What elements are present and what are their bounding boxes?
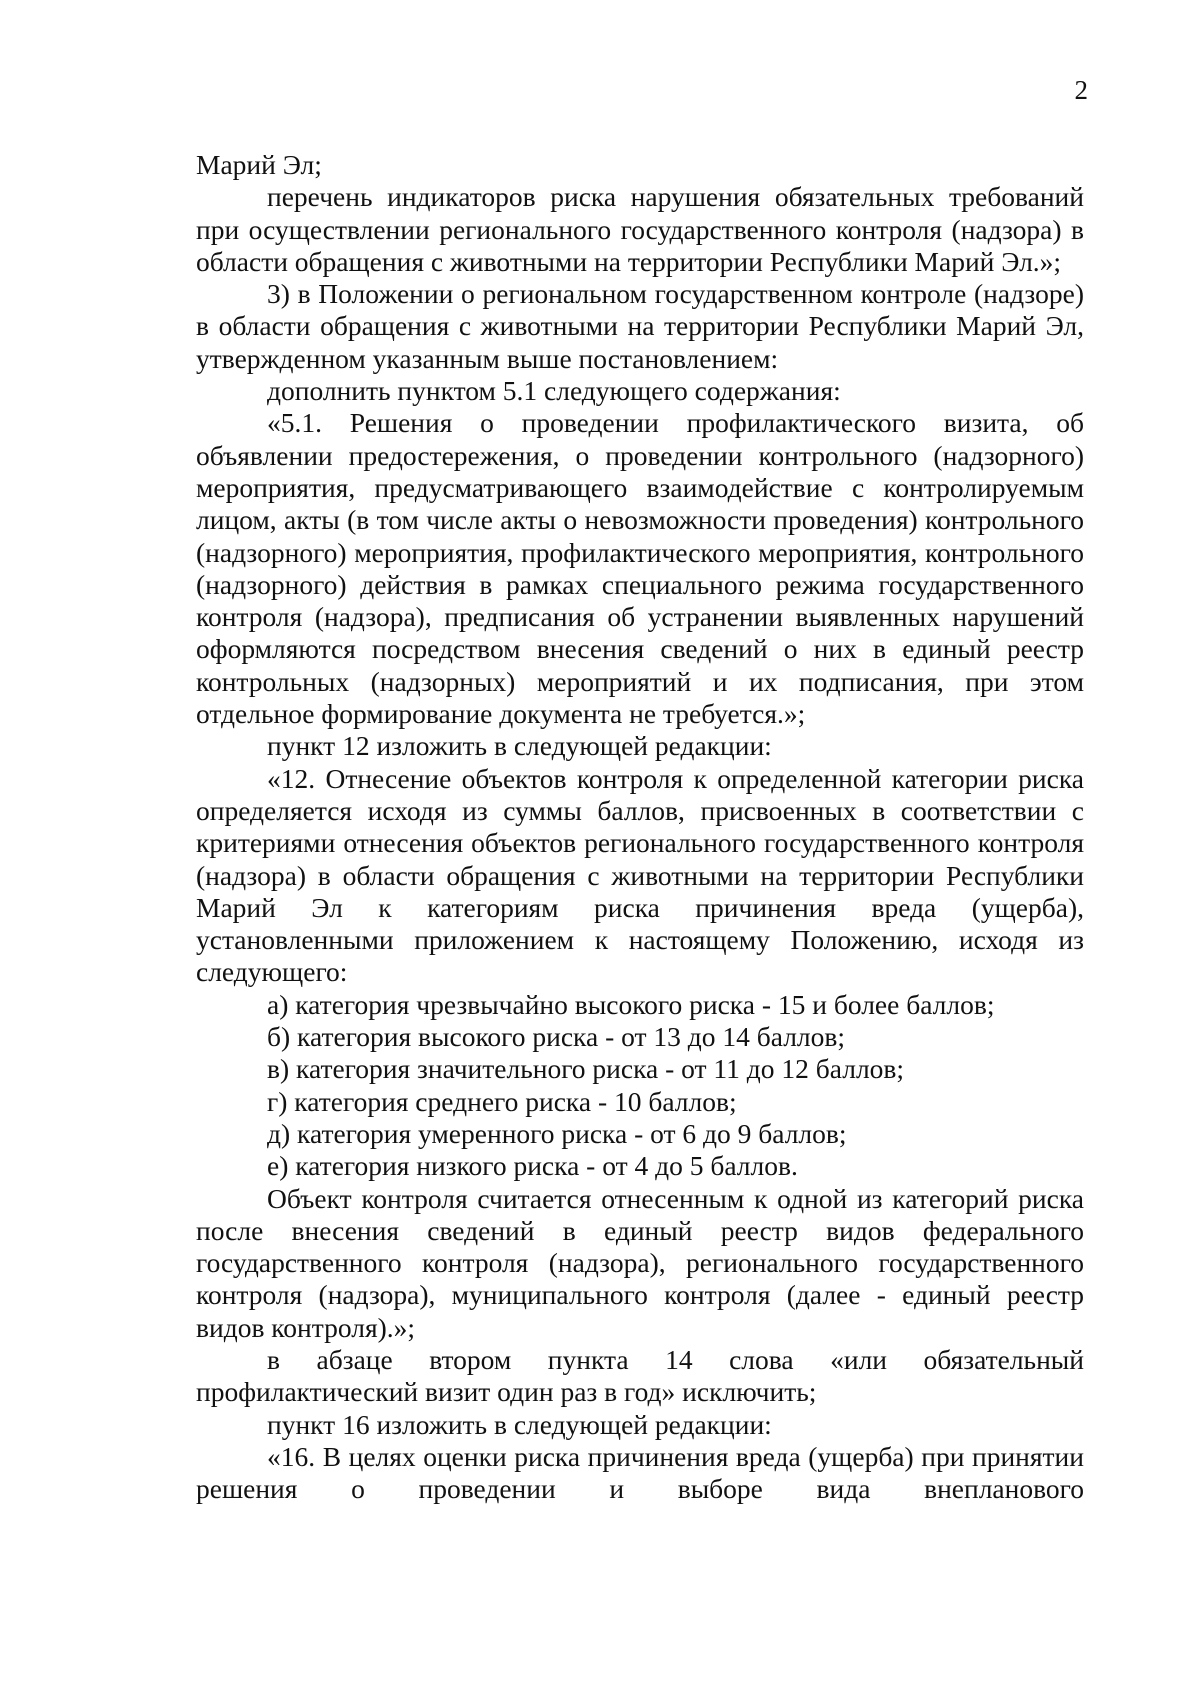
- list-item-risk-f: е) категория низкого риска - от 4 до 5 баллов.: [267, 1150, 798, 1182]
- paragraph-indicator-list: перечень индикаторов риска нарушения обязательных требований при осуществлении регионального государственного контроля (надзора) в области обращения с животными на территории Республики Марий Эл.»;: [196, 181, 1084, 277]
- paragraph-amend-14: в абзаце втором пункта 14 слова «или обязательный профилактический визит один раз в год» исключить;: [196, 1343, 1084, 1408]
- list-item-risk-e: д) категория умеренного риска - от 6 до 9 баллов;: [267, 1117, 847, 1149]
- document-body: [196, 149, 1084, 1505]
- paragraph-item-3: 3) в Положении о региональном государственном контроле (надзоре) в области обращения с животными на территории Республики Марий Эл, утвержденном указанным выше постановлением:: [196, 278, 1084, 374]
- paragraph-object-registry: Объект контроля считается отнесенным к одной из категорий риска после внесения сведений в единый реестр видов федерального государственного контроля (надзора), регионального государственного контроля (надзора), муниципального контроля (далее - единый реестр видов контроля).»;: [196, 1182, 1084, 1343]
- list-item-risk-a: а) категория чрезвычайно высокого риска - 15 и более баллов;: [267, 988, 995, 1020]
- list-item-risk-c: в) категория значительного риска - от 11 до 12 баллов;: [267, 1053, 905, 1085]
- paragraph-continuation: Марий Эл;: [196, 149, 322, 180]
- paragraph-clause-12: «12. Отнесение объектов контроля к определенной категории риска определяется исходя из суммы баллов, присвоенных в соответствии с критериями отнесения объектов регионального государственного контроля (надзора) в области обращения с животными на территории Республики Марий Эл к категориям риска причинения вреда (ущерба), установленными приложением к настоящему Положению, исходя из следующего:: [196, 762, 1084, 988]
- paragraph-amend-12: пункт 12 изложить в следующей редакции:: [267, 730, 772, 762]
- paragraph-clause-16: «16. В целях оценки риска причинения вреда (ущерба) при принятии решения о проведении и выборе вида внепланового: [196, 1440, 1084, 1505]
- paragraph-amend-16: пункт 16 изложить в следующей редакции:: [267, 1408, 772, 1440]
- page-number: 2: [1074, 75, 1088, 105]
- paragraph-add-5-1: дополнить пунктом 5.1 следующего содержания:: [267, 375, 841, 407]
- paragraph-clause-5-1: «5.1. Решения о проведении профилактического визита, об объявлении предостережения, о проведении контрольного (надзорного) мероприятия, предусматривающего взаимодействие с контролируемым лицом, акты (в том числе акты о невозможности проведения) контрольного (надзорного) мероприятия, профилактического мероприятия, контрольного (надзорного) действия в рамках специального режима государственного контроля (надзора), предписания об устранении выявленных нарушений оформляются посредством внесения сведений о них в единый реестр контрольных (надзорных) мероприятий и их подписания, при этом отдельное формирование документа не требуется.»;: [196, 407, 1084, 730]
- list-item-risk-d: г) категория среднего риска - 10 баллов;: [267, 1085, 737, 1117]
- list-item-risk-b: б) категория высокого риска - от 13 до 14 баллов;: [267, 1021, 846, 1053]
